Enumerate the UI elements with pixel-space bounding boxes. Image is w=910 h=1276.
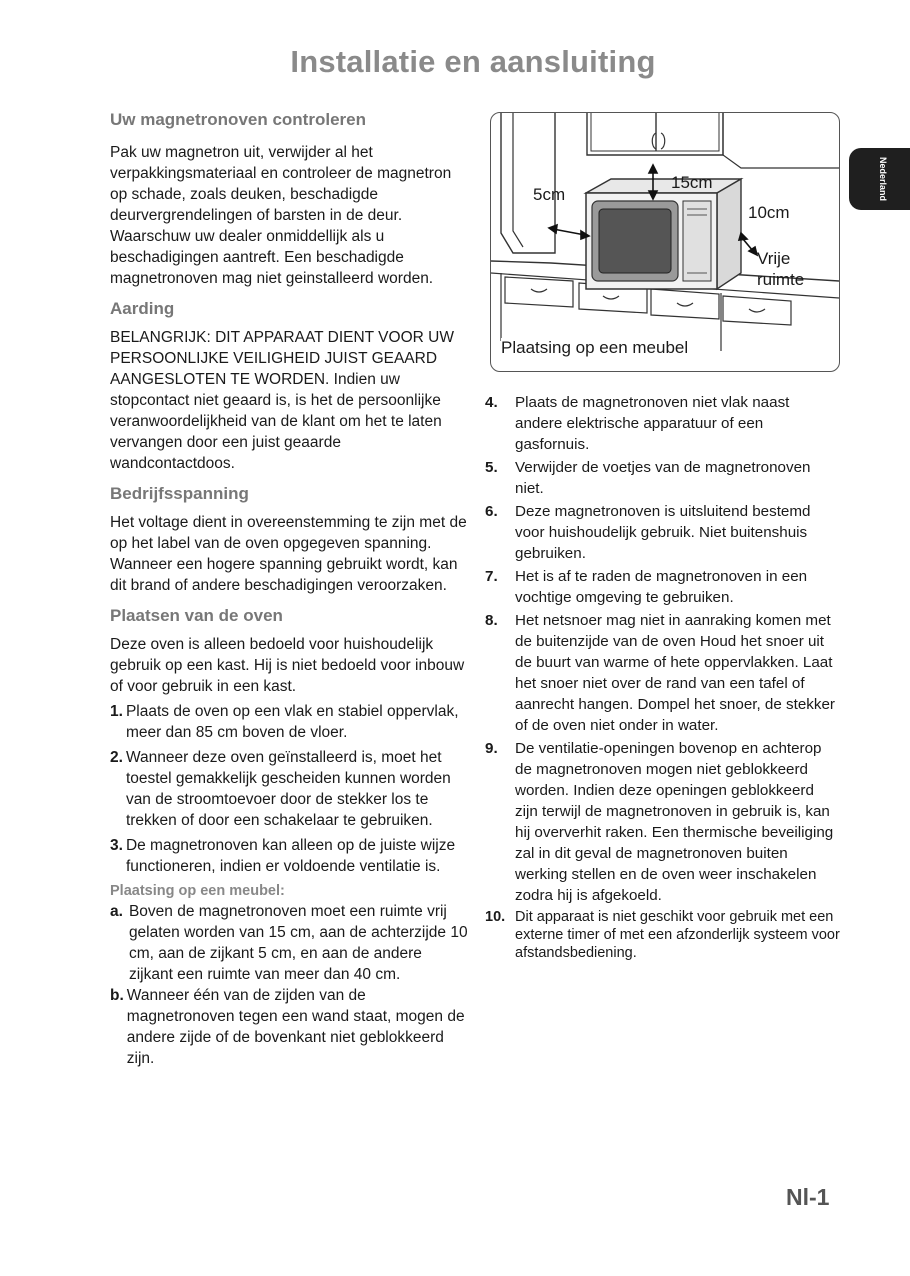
list-number: 2. (110, 749, 123, 766)
section-body-earth: BELANGRIJK: DIT APPARAAT DIENT VOOR UW PERSOONLIJKE VEILIGHEID JUIST GEAARD AANGESLOTEN TE WORDEN. Indien uw stopcontact niet geaard is, is het de persoonlijke veranwoordelijkheid van de klant om het te laten vervangen door een juist geaarde wandcontactdoos. (110, 329, 454, 472)
list-text: Plaats de oven op een vlak en stabiel oppervlak, meer dan 85 cm boven de vloer. (125, 703, 459, 741)
list-item (485, 610, 840, 736)
section-body-voltage: Het voltage dient in overeenstemming te zijn met de op het label van de oven opgegeven spanning. Wanneer een hogere spanning gebruikt wordt, kan dit brand of andere beschadigingen veroorzaken. (110, 514, 467, 594)
list-number: 3. (110, 837, 123, 854)
language-tab (849, 148, 910, 210)
list-number: 7. (485, 568, 498, 585)
list-number: 9. (485, 740, 498, 757)
list-number: 6. (485, 503, 498, 520)
figure-caption: Plaatsing op een meubel (501, 338, 692, 358)
list-text: Dit apparaat is niet geschikt voor gebruik met een externe timer of met een afzonderlijk systeem voor afstandsbediening. (515, 909, 840, 961)
section-heading-placing: Plaatsen van de oven (110, 606, 283, 625)
label-back-clearance: 10cm (748, 203, 790, 222)
list-letter: b. (110, 987, 124, 1004)
list-text: Het netsnoer mag niet in aanraking komen met de buitenzijde van de oven Houd het snoer uit de buurt van warme of hete oppervlakken. Laat het snoer niet over de rand van een tafel of aanrecht hangen. Dompel het snoer, de stekker of de oven niet onder in water. (515, 612, 835, 734)
placement-figure (490, 112, 840, 372)
list-item (110, 985, 470, 1069)
sub-heading-furniture: Plaatsing op een meubel: (110, 883, 285, 899)
list-item (485, 738, 840, 906)
right-column (485, 392, 840, 964)
page-number: Nl-1 (786, 1184, 830, 1210)
section-body-placing: Deze oven is alleen bedoeld voor huishoudelijk gebruik op een kast. Hij is niet bedoeld voor inbouw of voor gebruik in een kast. (110, 636, 465, 695)
label-free-space-1: Vrije (757, 249, 791, 268)
list-item (110, 747, 470, 831)
list-text: Verwijder de voetjes van de magnetronoven niet. (515, 459, 811, 497)
placement-illustration (491, 113, 839, 371)
section-heading-voltage: Bedrijfsspanning (110, 484, 249, 503)
list-text: De ventilatie-openingen bovenop en achterop de magnetronoven mogen niet geblokkeerd worden. Indien deze openingen geblokkeerd zijn terwijl de magnetronoven in gebruik is, kan hij oververhit raken. Een thermische beveiliging zal in dit geval de magnetronoven buiten werking stellen en de oven weer inschakelen zodra hij is afgekoeld. (515, 740, 834, 904)
left-column (110, 110, 470, 1069)
list-item (485, 566, 840, 608)
list-item (110, 701, 470, 743)
list-number: 1. (110, 703, 123, 720)
list-text: De magnetronoven kan alleen op de juiste wijze functioneren, indien er voldoende ventilatie is. (125, 837, 456, 875)
list-text: Het is af te raden de magnetronoven in een vochtige omgeving te gebruiken. (515, 568, 808, 606)
list-number: 8. (485, 612, 498, 629)
list-item (485, 457, 840, 499)
list-number: 4. (485, 394, 498, 411)
page-title: Installatie en aansluiting (290, 44, 656, 79)
label-free-space-2: ruimte (757, 270, 805, 289)
label-side-clearance: 5cm (533, 185, 566, 204)
list-item (485, 392, 840, 455)
list-item (110, 901, 470, 985)
section-heading-earth: Aarding (110, 299, 175, 318)
list-item (485, 501, 840, 564)
language-tab-label: Nederland (878, 156, 888, 202)
list-letter: a. (110, 903, 123, 920)
list-text: Wanneer één van de zijden van de magnetronoven tegen een wand staat, mogen de andere zijde of de bovenkant niet geblokkeerd zijn. (126, 987, 465, 1067)
section-heading-check: Uw magnetronoven controleren (110, 110, 366, 129)
label-top-clearance: 15cm (671, 173, 713, 192)
list-item (485, 908, 840, 962)
list-text: Deze magnetronoven is uitsluitend bestemd voor huishoudelijk gebruik. Niet buitenshuis gebruiken. (515, 503, 811, 562)
list-item (110, 835, 470, 877)
list-text: Boven de magnetronoven moet een ruimte vrij gelaten worden van 15 cm, aan de achterzijde 10 cm, aan de zijkant 5 cm, en aan de andere zijkant een ruimte van meer dan 40 cm. (128, 903, 468, 983)
list-text: Wanneer deze oven geïnstalleerd is, moet het toestel gemakkelijk gescheiden kunnen worden van de stroomtoevoer door de stekker los te trekken of door een schakelaar te gebruiken. (125, 749, 451, 829)
section-body-check: Pak uw magnetron uit, verwijder al het verpakkingsmateriaal en controleer de magnetron op schade, zoals deuken, beschadigde deurvergrendelingen of barsten in de deur. Waarschuw uw dealer onmiddellijk als u beschadigingen aantreft. Een beschadigde magnetronoven mag niet geinstalleerd worden. (110, 144, 452, 287)
list-number: 10. (485, 909, 506, 925)
list-number: 5. (485, 459, 498, 476)
list-text: Plaats de magnetronoven niet vlak naast andere elektrische apparatuur of een gasfornuis. (515, 394, 790, 453)
